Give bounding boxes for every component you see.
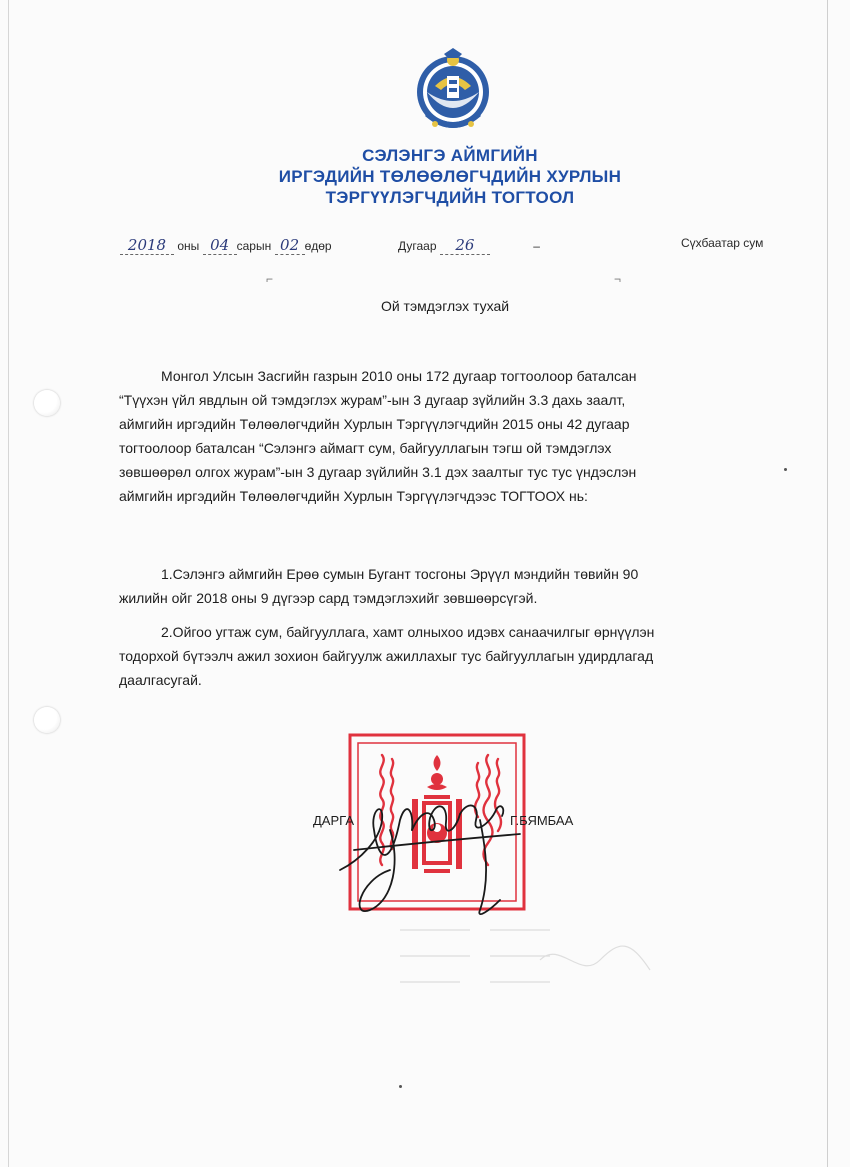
date-line — [120, 236, 332, 255]
bracket-left: ⌐ — [266, 272, 274, 286]
state-emblem-icon — [413, 46, 493, 136]
item-line: даалгасугай. — [119, 672, 202, 688]
bleed-through-marks — [390, 920, 690, 1020]
decision-item-1 — [119, 562, 771, 610]
signatory-name: Г.БЯМБАА — [510, 813, 574, 828]
item-line: тодорхой бүтээлч ажил зохион байгуулж ажиллахыг тус байгууллагын удирдлагад — [119, 648, 654, 664]
item-line: 1.Сэлэнгэ аймгийн Ерөө сумын Бугант тосгоны Эрүүл мэндийн төвийн 90 — [161, 566, 639, 582]
resolution-number: 26 — [440, 236, 490, 255]
date-year: 2018 — [120, 236, 174, 255]
preamble-line: тогтоолоор баталсан “Сэлэнгэ аймагт сум, байгууллагын тэгш ой тэмдэглэх — [119, 440, 612, 456]
item-line: 2.Ойгоо угтаж сум, байгууллага, хамт олныхоо идэвх санаачилгыг өрнүүлэн — [161, 624, 655, 640]
preamble-line: аймгийн иргэдийн Төлөөлөгчдийн Хурлын Тэргүүлэгчдээс ТОГТООХ нь: — [119, 488, 588, 504]
location: Сүхбаатар сум — [681, 236, 764, 250]
preamble — [119, 364, 771, 508]
resolution-subject: Ой тэмдэглэх тухай — [380, 298, 510, 314]
preamble-line: Монгол Улсын Засгийн газрын 2010 оны 172 дугаар тогтоолоор баталсан — [161, 368, 637, 384]
header-line-3: ТЭРГҮҮЛЭГЧДИЙН ТОГТООЛ — [325, 188, 575, 207]
year-label: оны — [177, 239, 200, 253]
bracket-right: ¬ — [614, 272, 622, 286]
punch-hole-top — [34, 390, 60, 416]
decision-item-2 — [119, 620, 771, 692]
date-day: 02 — [275, 236, 305, 255]
handwritten-signature-icon — [330, 760, 540, 940]
header-line-1: СЭЛЭНГЭ АЙМГИЙН — [362, 146, 538, 165]
preamble-line: зөвшөөрөл олгох журам”-ын 3 дугаар зүйлийн 3.1 дэх заалтыг тус тус үндэслэн — [119, 464, 637, 480]
preamble-line: “Түүхэн үйл явдлын ой тэмдэглэх журам”-ын 3 дугаар зүйлийн 3.3 дахь заалт, — [119, 392, 626, 408]
signatory-title: ДАРГА — [313, 813, 354, 828]
item-line: жилийн ойг 2018 оны 9 дүгээр сард тэмдэглэхийг зөвшөөрсүгэй. — [119, 590, 538, 606]
preamble-line: аймгийн иргэдийн Төлөөлөгчдийн Хурлын Тэргүүлэгчдийн 2015 оны 42 дугаар — [119, 416, 630, 432]
number-label: Дугаар — [398, 239, 437, 253]
month-label: сарын — [236, 239, 272, 253]
dash-mark: ‒ — [533, 239, 540, 253]
date-month: 04 — [203, 236, 237, 255]
day-label: өдөр — [304, 239, 332, 253]
punch-hole-bottom — [34, 707, 60, 733]
header-line-2: ИРГЭДИЙН ТӨЛӨӨЛӨГЧДИЙН ХУРЛЫН — [278, 167, 622, 186]
number-line — [398, 236, 540, 255]
